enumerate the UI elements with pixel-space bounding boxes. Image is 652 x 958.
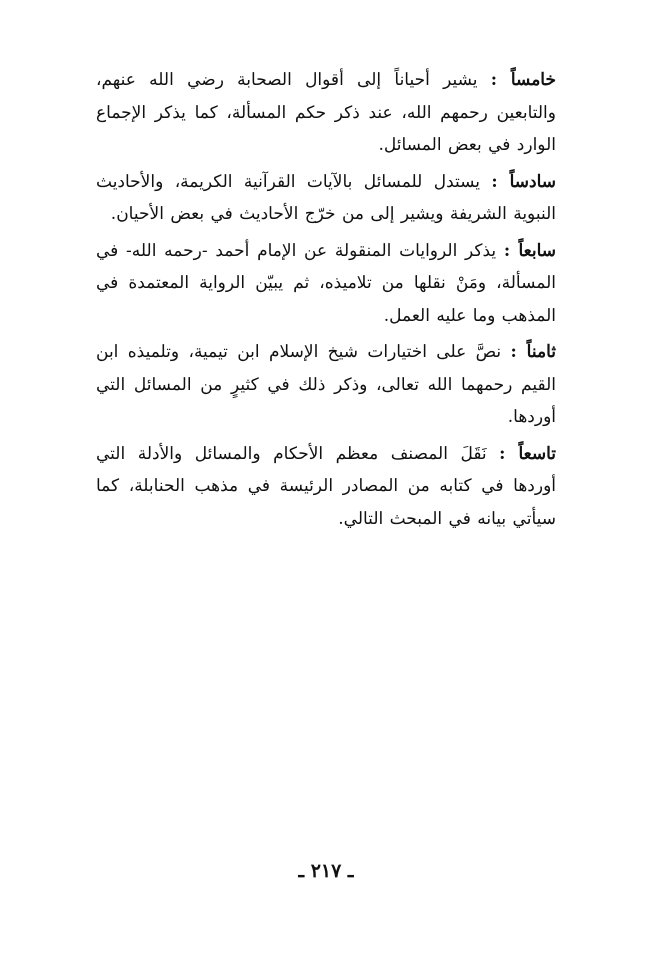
- paragraph-lead: خامساً :: [490, 70, 556, 90]
- paragraph-text: يذكر الروايات المنقولة عن الإمام أحمد -رحمه الله- في المسألة، ومَنْ نقلها من تلاميذه، ثم يبيّن الرواية المعتمدة في المذهب وما عليه العمل.: [96, 240, 556, 326]
- paragraph-lead: سابعاً :: [503, 240, 556, 261]
- paragraph-lead: ثامناً :: [510, 342, 556, 362]
- paragraph-lead: تاسعاً :: [499, 443, 557, 464]
- paragraph-text: يستدل للمسائل بالآيات القرآنية الكريمة، والأحاديث النبوية الشريفة ويشير إلى من خرّج الأحاديث في بعض الأحيان.: [96, 171, 556, 224]
- body-text: [96, 64, 556, 539]
- paragraph-text: نصَّ على اختيارات شيخ الإسلام ابن تيمية، وتلميذه ابن القيم رحمهما الله تعالى، وذكر ذلك في كثيرٍ من المسائل التي أوردها.: [96, 342, 556, 427]
- paragraph-seventh: [96, 235, 556, 333]
- page-number: ـ ٢١٧ ـ: [298, 860, 354, 882]
- paragraph-ninth: [96, 438, 556, 536]
- paragraph-eighth: [96, 336, 556, 434]
- paragraph-text: يشير أحياناً إلى أقوال الصحابة رضي الله عنهم، والتابعين رحمهم الله، عند ذكر حكم المسألة، كما يذكر الإجماع الوارد في بعض المسائل.: [96, 70, 556, 155]
- paragraph-fifth: [96, 64, 556, 162]
- paragraph-sixth: [96, 166, 556, 231]
- paragraph-text: نَقَلَ المصنف معظم الأحكام والمسائل والأدلة التي أوردها في كتابه من المصادر الرئيسة في مذهب الحنابلة، كما سيأتي بيانه في المبحث التالي.: [96, 443, 556, 529]
- paragraph-lead: سادساً :: [491, 171, 556, 192]
